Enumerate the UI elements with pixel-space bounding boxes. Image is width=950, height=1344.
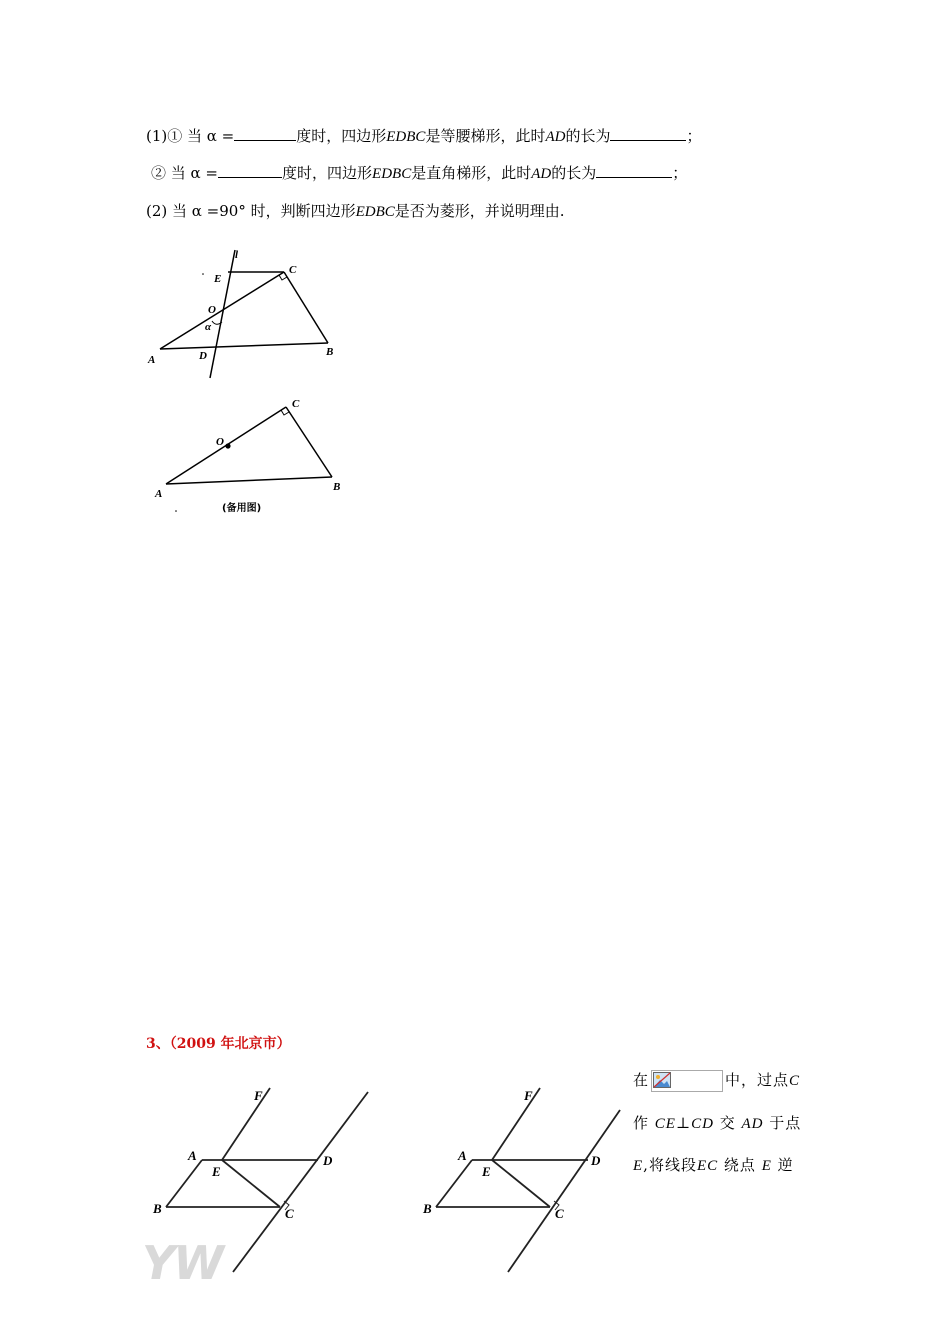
label-B: B (423, 1201, 432, 1216)
label-C: C (289, 264, 297, 276)
segment-CB (286, 407, 332, 477)
answer-blank[interactable] (234, 126, 296, 141)
label-l: l (235, 249, 239, 261)
label-O: O (216, 436, 224, 448)
ray-EF (492, 1088, 540, 1160)
label-E: E (212, 1164, 221, 1179)
line-through-D-C (508, 1110, 620, 1272)
segment-EC (222, 1160, 280, 1207)
question-2: (2) 当 α =90° 时，判断四边形EDBC是否为菱形，并说明理由. (146, 202, 565, 220)
label-B: B (153, 1201, 162, 1216)
answer-blank[interactable] (218, 163, 282, 178)
question-3-text-3: E,将线段EC 绕点 E 逆 (633, 1156, 794, 1174)
segment-AB (166, 1160, 202, 1207)
point-O (225, 443, 230, 448)
figure-parallelogram-2 (420, 1080, 645, 1275)
label-F: F (524, 1088, 533, 1103)
label-A: A (188, 1148, 197, 1163)
question-1-1: (1)① 当 α = 度时，四边形EDBC是等腰梯形，此时AD的长为 ； (146, 127, 702, 145)
label-D: D (199, 350, 207, 362)
label-A: A (458, 1148, 467, 1163)
label-alpha: α (205, 321, 212, 333)
watermark: YW (142, 1236, 223, 1290)
question-3-text-1: 在 中，过点C (633, 1070, 800, 1092)
question-3-text-2: 作 CE⊥CD 交 AD 于点 (633, 1114, 802, 1132)
line-through-D-C (233, 1092, 368, 1272)
answer-blank[interactable] (610, 126, 686, 141)
label-D: D (323, 1153, 333, 1168)
broken-image-icon (651, 1070, 723, 1092)
segment-AB (436, 1160, 472, 1207)
ray-EF (222, 1088, 270, 1160)
figure-triangle-backup (140, 393, 350, 518)
label-O: O (208, 304, 216, 316)
segment-AC (160, 272, 284, 349)
label-F: F (254, 1088, 263, 1103)
segment-AB (166, 477, 332, 484)
figure-parallelogram-1 (150, 1080, 375, 1275)
label-C: C (285, 1206, 294, 1221)
label-D: D (591, 1153, 601, 1168)
segment-AB (160, 343, 328, 349)
question-3-heading: 3、（2009 年北京市） (146, 1036, 291, 1052)
label-E: E (482, 1164, 491, 1179)
label-B: B (333, 481, 341, 493)
label-E: E (214, 273, 222, 285)
segment-CB (284, 272, 328, 343)
label-A: A (148, 354, 156, 366)
figure-caption: (备用图) (222, 503, 262, 514)
label-C: C (555, 1206, 564, 1221)
label-B: B (326, 346, 334, 358)
label-C: C (292, 398, 300, 410)
question-1-2: ② 当 α = 度时，四边形EDBC是直角梯形，此时AD的长为 ； (151, 164, 688, 182)
figure-trapezoid (140, 245, 350, 380)
answer-blank[interactable] (596, 163, 672, 178)
segment-EC (492, 1160, 550, 1207)
label-A: A (155, 488, 163, 500)
